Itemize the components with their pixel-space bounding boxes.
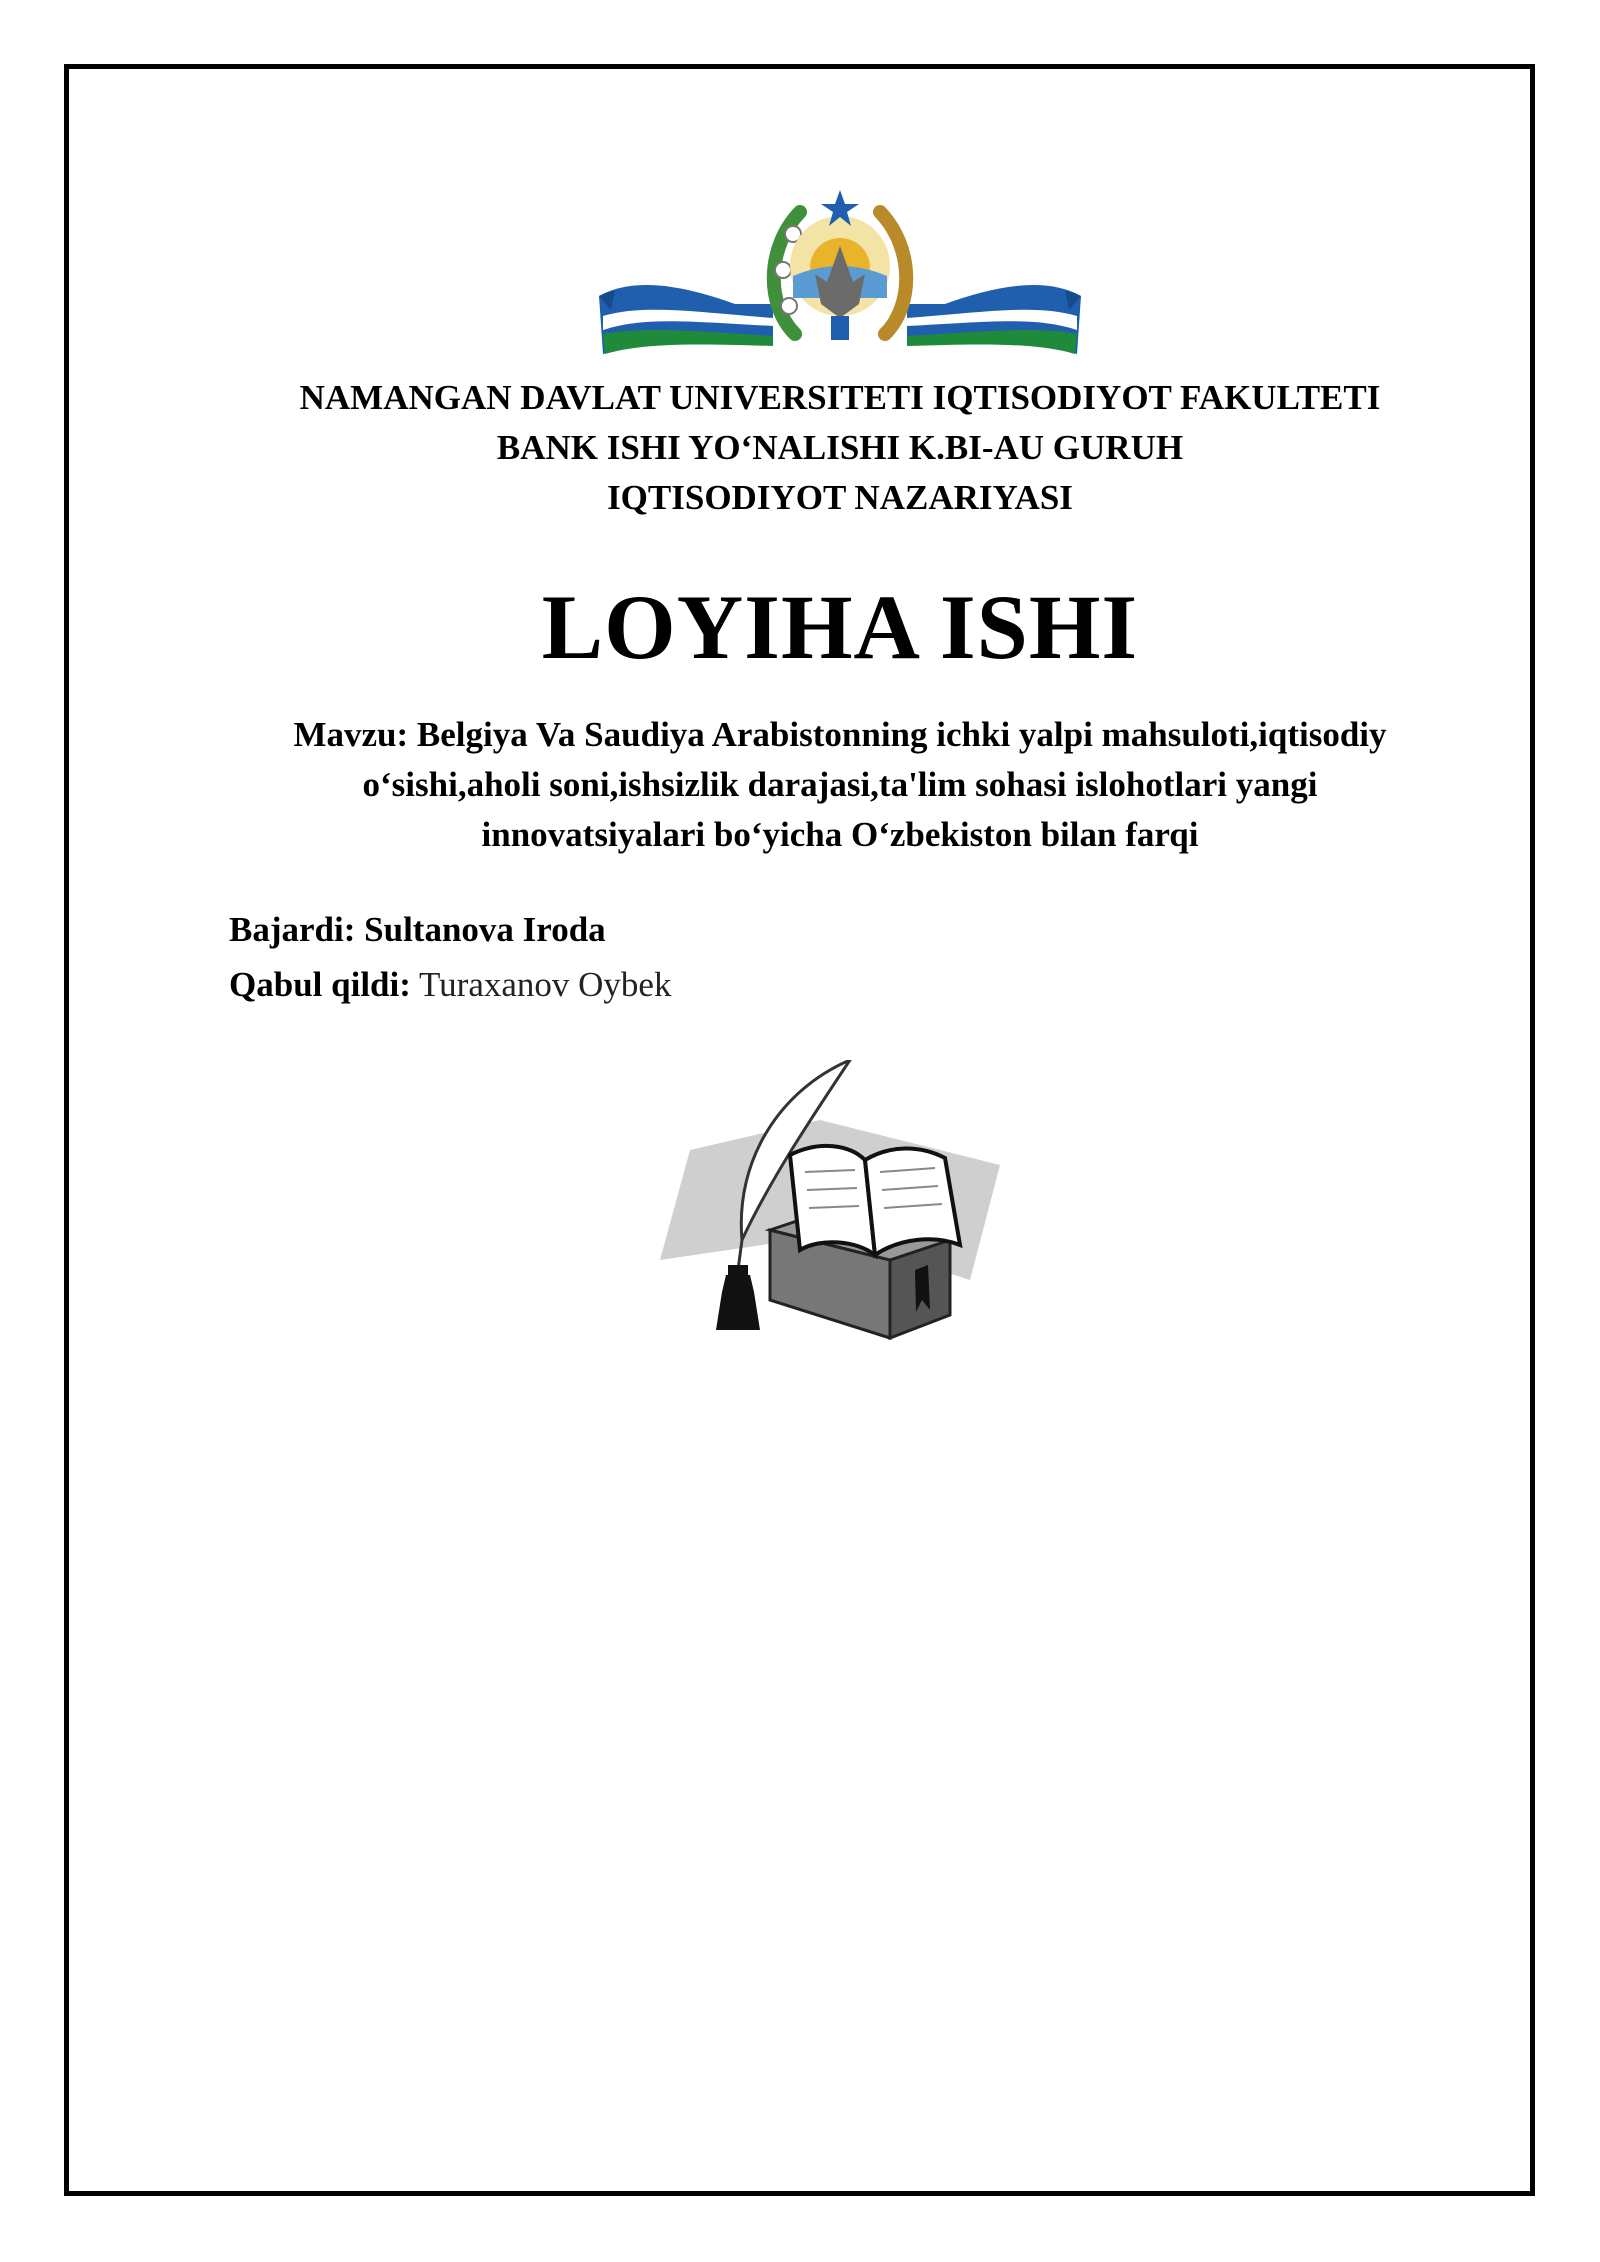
receiver-label: Qabul qildi:: [229, 965, 411, 1004]
subject-line: IQTISODIYOT NAZARIYASI: [607, 478, 1073, 517]
group-line: BANK ISHI YO‘NALISHI K.BI-AU GURUH: [496, 428, 1184, 467]
university-faculty-line: NAMANGAN DAVLAT UNIVERSITETI IQTISODIYOT FAKULTETI: [299, 378, 1381, 417]
performer-label: Bajardi:: [229, 910, 356, 949]
book-and-quill-icon: [660, 1060, 1020, 1350]
institution-header: [160, 373, 1520, 523]
topic-paragraph: [220, 710, 1460, 860]
topic-line: Mavzu: Belgiya Va Saudiya Arabistonning ichki yalpi mahsuloti,iqtisodiy: [293, 715, 1387, 754]
topic-line: o‘sishi,aholi soni,ishsizlik darajasi,ta'lim sohasi islohotlari yangi: [362, 765, 1318, 804]
performer-field: [229, 906, 606, 954]
performer-name: Sultanova Iroda: [364, 910, 606, 949]
topic-line: innovatsiyalari bo‘yicha O‘zbekiston bilan farqi: [481, 815, 1199, 854]
receiver-field: [229, 961, 671, 1009]
receiver-name: Turaxanov Oybek: [419, 965, 672, 1004]
document-title: LOYIHA ISHI: [541, 576, 1139, 678]
state-emblem-icon: [595, 186, 1085, 356]
